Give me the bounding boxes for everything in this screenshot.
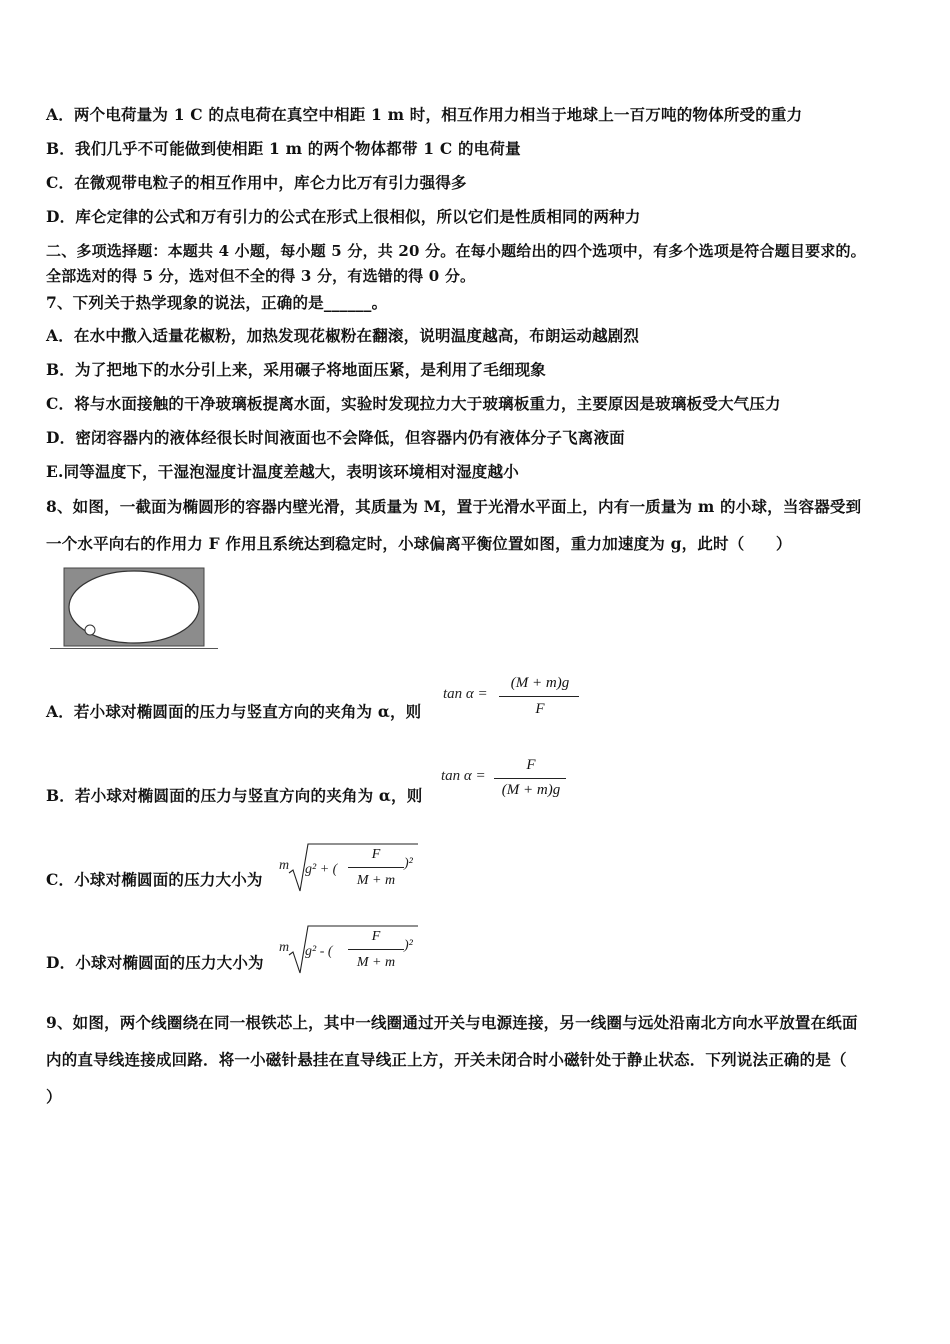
q9-stem-line3: ） <box>46 1087 62 1106</box>
option-b-numerator: F <box>526 757 536 773</box>
option-c-denominator: M + m <box>356 873 396 888</box>
q6-option-a: A．两个电荷量为 1 C 的点电荷在真空中相距 1 m 时，相互作用力相当于地球上一百万吨的物体所受的重力 <box>46 105 803 124</box>
option-c-numerator: F <box>371 847 381 862</box>
option-b-denominator: (M + m)g <box>501 782 561 798</box>
mass-symbol-d: m <box>279 940 290 955</box>
q7-option-e: E.同等温度下，干湿泡湿度计温度差越大，表明该环境相对湿度越小 <box>46 462 519 481</box>
q6-option-b: B．我们几乎不可能做到使相距 1 m 的两个物体都带 1 C 的电荷量 <box>46 139 521 158</box>
q9-stem-line1: 9、如图，两个线圈绕在同一根铁芯上，其中一线圈通过开关与电源连接，另一线圈与远处沿南北方向水平放置在纸面 <box>46 1013 858 1032</box>
q7-option-d: D．密闭容器内的液体经很长时间液面也不会降低，但容器内仍有液体分子飞离液面 <box>46 428 625 447</box>
ellipse-container-figure <box>50 566 220 652</box>
option-c-fraction-bar <box>348 867 404 868</box>
close-squared-c: )² <box>404 856 413 871</box>
option-a-denominator: F <box>535 701 545 717</box>
g-squared-minus-d: g² - ( <box>305 944 333 959</box>
option-d-fraction-bar <box>348 949 404 950</box>
q8-option-c: C．小球对椭圆面的压力大小为 <box>46 870 263 889</box>
option-b-fraction-bar <box>494 778 566 779</box>
tan-alpha-label-a: tan α = <box>443 686 488 702</box>
q8-stem-line1: 8、如图，一截面为椭圆形的容器内壁光滑，其质量为 M，置于光滑水平面上，内有一质量为 m 的小球，当容器受到 <box>46 497 862 516</box>
option-a-fraction-bar <box>499 696 579 697</box>
q8-option-d: D．小球对椭圆面的压力大小为 <box>46 953 264 972</box>
q6-option-c: C．在微观带电粒子的相互作用中，库仑力比万有引力强得多 <box>46 173 467 192</box>
q8-option-b: B．若小球对椭圆面的压力与竖直方向的夹角为 α，则 <box>46 786 423 805</box>
mass-symbol-c: m <box>279 858 290 873</box>
close-squared-d: )² <box>404 938 413 953</box>
q7-stem: 7、下列关于热学现象的说法，正确的是______。 <box>46 293 388 312</box>
section2-heading-line1: 二、多项选择题：本题共 4 小题，每小题 5 分，共 20 分。在每小题给出的四个选项中，有多个选项是符合题目要求的。 <box>46 242 866 260</box>
q7-option-c: C．将与水面接触的干净玻璃板提离水面，实验时发现拉力大于玻璃板重力，主要原因是玻璃板受大气压力 <box>46 394 781 413</box>
q8-option-a: A．若小球对椭圆面的压力与竖直方向的夹角为 α，则 <box>46 702 422 721</box>
small-ball <box>85 625 95 635</box>
tan-alpha-label-b: tan α = <box>441 768 486 784</box>
option-d-numerator: F <box>371 929 381 944</box>
q7-option-b: B．为了把地下的水分引上来，采用碾子将地面压紧，是利用了毛细现象 <box>46 360 547 379</box>
q9-stem-line2: 内的直导线连接成回路．将一小磁针悬挂在直导线正上方，开关未闭合时小磁针处于静止状态．下列说法正确的是（ <box>46 1050 847 1069</box>
g-squared-plus-c: g² + ( <box>305 862 338 877</box>
q7-option-a: A．在水中撒入适量花椒粉，加热发现花椒粉在翻滚，说明温度越高，布朗运动越剧烈 <box>46 326 640 345</box>
q8-stem-line2: 一个水平向右的作用力 F 作用且系统达到稳定时，小球偏离平衡位置如图，重力加速度为 g，此时（ ） <box>46 534 792 553</box>
option-a-numerator: (M + m)g <box>510 675 570 691</box>
section2-heading-line2: 全部选对的得 5 分，选对但不全的得 3 分，有选错的得 0 分。 <box>46 267 476 285</box>
q6-option-d: D．库仑定律的公式和万有引力的公式在形式上很相似，所以它们是性质相同的两种力 <box>46 207 641 226</box>
option-d-denominator: M + m <box>356 955 396 970</box>
